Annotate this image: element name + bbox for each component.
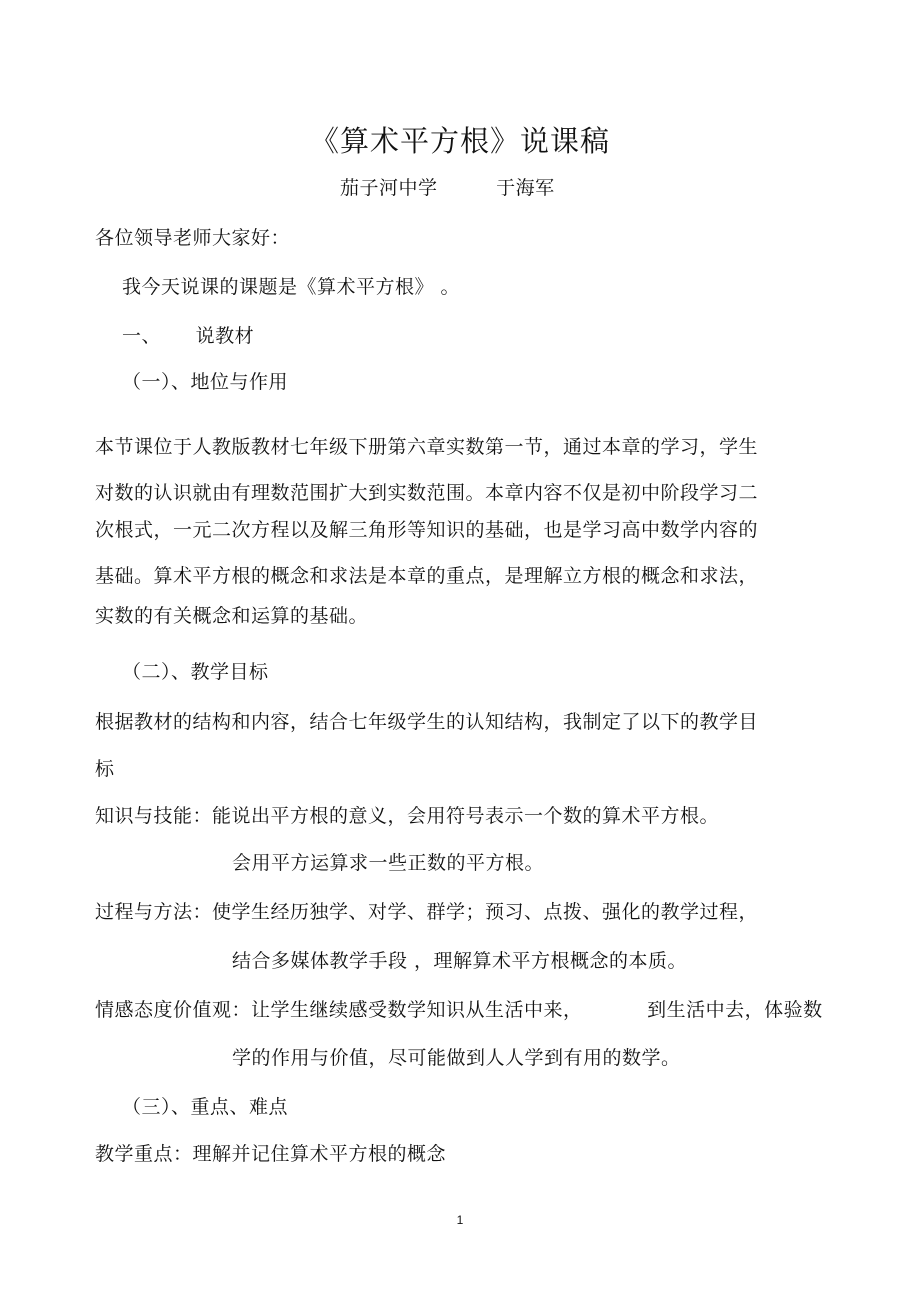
process-method-line: 过程与方法：使学生经历独学、对学、群学；预习、点拨、强化的教学过程， bbox=[95, 901, 759, 923]
paragraph-line: 根据教材的结构和内容，结合七年级学生的认知结构，我制定了以下的教学目 bbox=[95, 711, 759, 733]
document-title: 《算术平方根》说课稿 bbox=[309, 124, 610, 158]
knowledge-skill-line: 知识与技能：能说出平方根的意义，会用符号表示一个数的算术平方根。 bbox=[95, 805, 720, 827]
process-method-line: 结合多媒体教学手段 ，理解算术平方根概念的本质。 bbox=[232, 950, 688, 972]
paragraph-line: 实数的有关概念和运算的基础。 bbox=[95, 605, 369, 627]
paragraph-line: 次根式，一元二次方程以及解三角形等知识的基础，也是学习高中数学内容的 bbox=[95, 519, 759, 541]
intro-paragraph: 我今天说课的课题是《算术平方根》 。 bbox=[122, 276, 461, 298]
emotion-values-line bbox=[95, 998, 823, 1022]
subsection-heading-2: （二）、教学目标 bbox=[122, 661, 269, 683]
emotion-values-line: 学的作用与价值，尽可能做到人人学到有用的数学。 bbox=[232, 1047, 681, 1069]
subsection-heading-1: （一）、地位与作用 bbox=[122, 371, 289, 393]
paragraph-line: 标 bbox=[95, 758, 115, 780]
page-number: 1 bbox=[456, 1213, 464, 1227]
paragraph-line: 本节课位于人教版教材七年级下册第六章实数第一节，通过本章的学习，学生 bbox=[95, 436, 759, 458]
section-heading-1-number: 一、 bbox=[122, 325, 162, 347]
byline bbox=[340, 176, 555, 200]
emotion-values-line-part2: 到生活中去，体验数 bbox=[647, 999, 823, 1021]
knowledge-skill-line: 会用平方运算求一些正数的平方根。 bbox=[232, 852, 545, 874]
section-heading-1 bbox=[122, 324, 254, 348]
section-heading-1-text: 说教材 bbox=[195, 325, 255, 347]
paragraph-line: 对数的认识就由有理数范围扩大到实数范围。本章内容不仅是初中阶段学习二 bbox=[95, 482, 759, 504]
byline-author: 于海军 bbox=[496, 177, 555, 199]
subsection-heading-3: （三）、重点、难点 bbox=[122, 1096, 289, 1118]
byline-school: 茄子河中学 bbox=[340, 177, 438, 199]
emotion-values-line-part1: 情感态度价值观：让学生继续感受数学知识从生活中来， bbox=[95, 999, 583, 1021]
paragraph-line: 基础。算术平方根的概念和求法是本章的重点，是理解立方根的概念和求法， bbox=[95, 565, 759, 587]
greeting: 各位领导老师大家好： bbox=[95, 227, 291, 249]
key-point-line: 教学重点：理解并记住算术平方根的概念 bbox=[95, 1143, 447, 1165]
